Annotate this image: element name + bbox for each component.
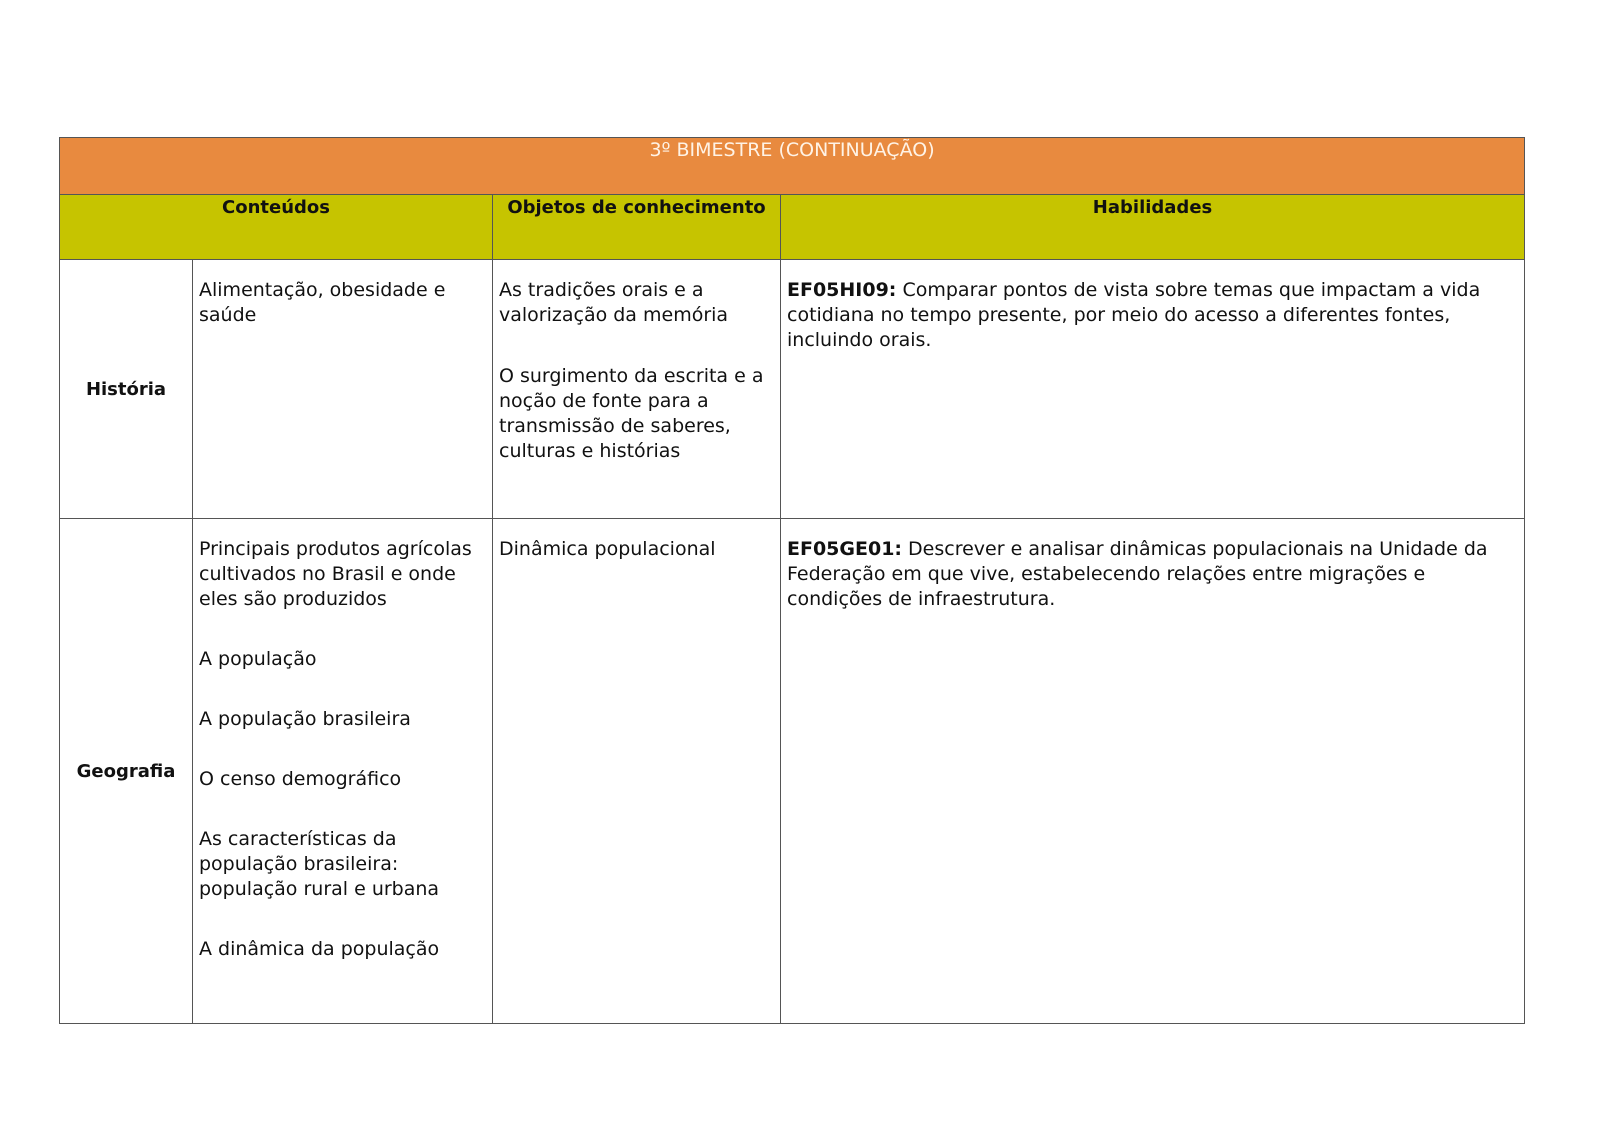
habilidade-text bbox=[787, 278, 1516, 353]
table-row bbox=[60, 519, 1525, 1024]
conteudo-item: Principais produtos agrícolas cultivados no Brasil e onde eles são produzidos bbox=[199, 538, 472, 610]
conteudo-item: O censo demográfico bbox=[199, 768, 402, 790]
objetos-cell bbox=[493, 260, 781, 519]
header-conteudos: Conteúdos bbox=[60, 195, 493, 260]
header-habilidades: Habilidades bbox=[781, 195, 1525, 260]
conteudo-item: Alimentação, obesidade e saúde bbox=[199, 279, 446, 326]
conteudo-item: A população bbox=[199, 648, 317, 670]
habilidade-cell bbox=[781, 260, 1525, 519]
habilidade-code: EF05GE01: bbox=[787, 538, 903, 560]
subject-historia: História bbox=[60, 260, 193, 519]
habilidade-description: Descrever e analisar dinâmicas populacionais na Unidade da Federação em que vive, estabelecendo relações entre migrações e condições de infraestrutura. bbox=[787, 538, 1488, 610]
header-objetos: Objetos de conhecimento bbox=[493, 195, 781, 260]
curriculum-table bbox=[59, 137, 1525, 1024]
conteudo-item: A dinâmica da população bbox=[199, 938, 440, 960]
table-row bbox=[60, 260, 1525, 519]
conteudos-cell bbox=[193, 519, 493, 1024]
objeto-item: As tradições orais e a valorização da memória bbox=[499, 279, 729, 326]
habilidade-code: EF05HI09: bbox=[787, 279, 897, 301]
habilidade-cell bbox=[781, 519, 1525, 1024]
conteudos-cell bbox=[193, 260, 493, 519]
conteudo-item: A população brasileira bbox=[199, 708, 411, 730]
conteudo-item: As características da população brasileira: população rural e urbana bbox=[199, 828, 440, 900]
habilidade-text bbox=[787, 537, 1516, 612]
table-title: 3º BIMESTRE (CONTINUAÇÃO) bbox=[60, 138, 1525, 195]
objetos-cell bbox=[493, 519, 781, 1024]
objeto-item: Dinâmica populacional bbox=[499, 538, 716, 560]
habilidade-description: Comparar pontos de vista sobre temas que impactam a vida cotidiana no tempo presente, por meio do acesso a diferentes fontes, incluindo orais. bbox=[787, 279, 1481, 351]
title-row bbox=[60, 138, 1525, 195]
header-row bbox=[60, 195, 1525, 260]
subject-geografia: Geografia bbox=[60, 519, 193, 1024]
objeto-item: O surgimento da escrita e a noção de fonte para a transmissão de saberes, culturas e histórias bbox=[499, 365, 764, 462]
